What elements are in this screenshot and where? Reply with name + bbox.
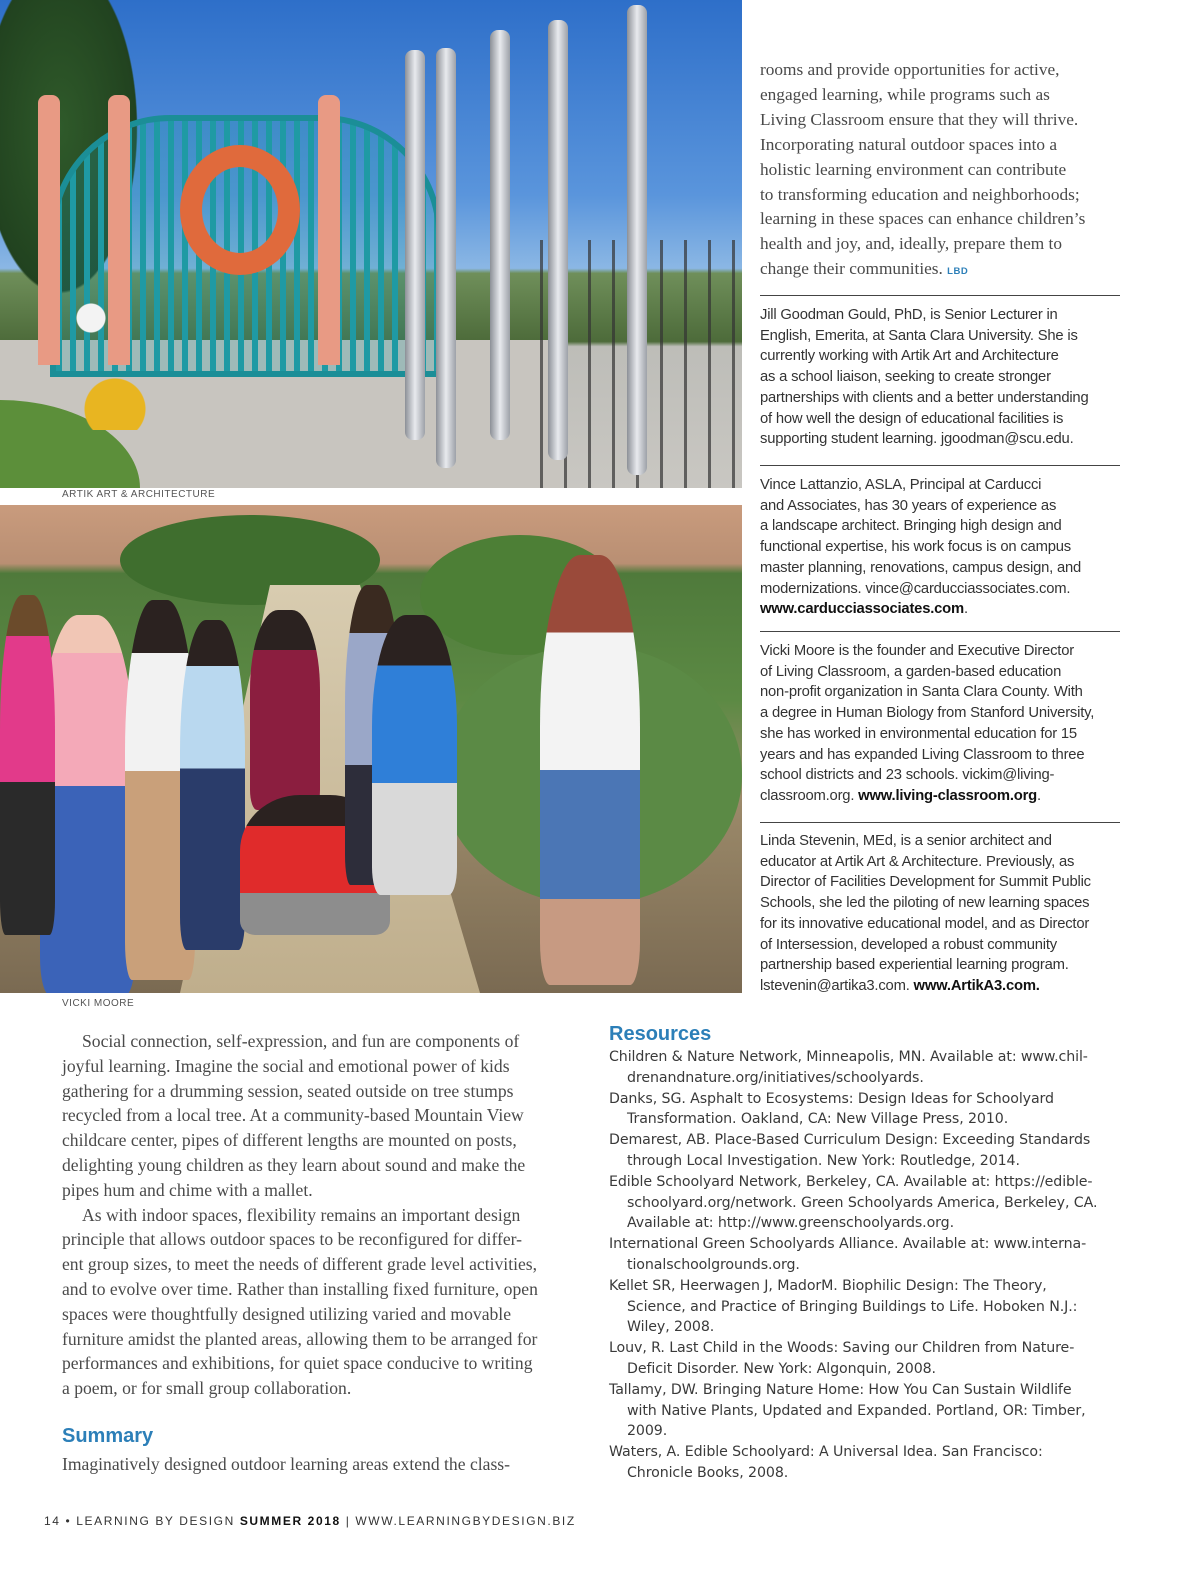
resource-item xyxy=(609,1047,1129,1089)
article-line: holistic learning environment can contribute xyxy=(760,159,1067,179)
body-paragraph xyxy=(62,1029,582,1203)
resources-heading: Resources xyxy=(609,1023,712,1045)
bio-line: master planning, renovations, campus design, and xyxy=(760,559,1082,576)
body-line: recycled from a local tree. At a community-based Mountain View xyxy=(62,1105,524,1126)
article-line: rooms and provide opportunities for active, xyxy=(760,60,1060,79)
body-line: performances and exhibitions, for quiet space conducive to writing xyxy=(62,1353,533,1374)
bio-line: as a school liaison, seeking to create stronger xyxy=(760,369,1051,386)
divider xyxy=(760,465,1120,466)
body-line: Imaginatively designed outdoor learning areas extend the class- xyxy=(62,1454,510,1474)
resource-item xyxy=(609,1089,1129,1131)
bio-line: non-profit organization in Santa Clara County. With xyxy=(760,684,1083,701)
body-line: gathering for a drumming session, seated outside on tree stumps xyxy=(62,1080,514,1101)
bio-line: partnership based experiential learning program. xyxy=(760,957,1069,974)
body-line: spaces were thoughtfully designed utilizing varied and movable xyxy=(62,1303,512,1324)
divider xyxy=(760,822,1120,823)
bio-line: Linda Stevenin, MEd, is a senior architect and xyxy=(760,833,1052,849)
page-footer xyxy=(44,1514,576,1528)
resource-line: through Local Investigation. New York: Routledge, 2014. xyxy=(627,1152,1020,1169)
bio-line: educator at Artik Art & Architecture. Previously, as xyxy=(760,853,1075,870)
body-line: furniture amidst the planted areas, allowing them to be arranged for xyxy=(62,1328,538,1349)
punctuation: . xyxy=(963,601,968,618)
resource-line: Tallamy, DW. Bringing Nature Home: How You Can Sustain Wildlife xyxy=(609,1381,1072,1398)
resource-line: Danks, SG. Asphalt to Ecosystems: Design Ideas for Schoolyard xyxy=(609,1090,1054,1107)
footer-website[interactable]: WWW.LEARNINGBYDESIGN.BIZ xyxy=(355,1514,576,1528)
end-mark: LBD xyxy=(947,266,969,278)
bio-website-link[interactable]: www.ArtikA3.com. xyxy=(913,977,1040,994)
bio-vince-lattanzio xyxy=(760,475,1122,620)
bio-line: of Intersession, developed a robust community xyxy=(760,936,1057,953)
summary-heading: Summary xyxy=(62,1425,154,1447)
bio-line: years and has expanded Living Classroom to three xyxy=(760,746,1085,763)
summary-text xyxy=(62,1452,582,1477)
photo-credit-top: ARTIK ART & ARCHITECTURE xyxy=(62,489,216,500)
bio-line: Vince Lattanzio, ASLA, Principal at Carducci xyxy=(760,477,1042,493)
bio-line: and Associates, has 30 years of experience as xyxy=(760,497,1057,514)
resource-line: Edible Schoolyard Network, Berkeley, CA. Available at: https://edible- xyxy=(609,1173,1093,1190)
bio-vicki-moore xyxy=(760,641,1122,807)
bio-line: Director of Facilities Development for Summit Public xyxy=(760,874,1091,891)
resource-line: Children & Nature Network, Minneapolis, MN. Available at: www.chil- xyxy=(609,1049,1088,1065)
bio-line: supporting student learning. jgoodman@scu.edu. xyxy=(760,431,1074,448)
article-line xyxy=(760,257,1120,285)
resource-item xyxy=(609,1276,1129,1338)
resource-line: with Native Plants, Updated and Expanded. Portland, OR: Timber, xyxy=(627,1402,1086,1419)
body-line: joyful learning. Imagine the social and emotional power of kids xyxy=(62,1055,510,1076)
resource-item xyxy=(609,1380,1129,1442)
resource-line: drenandnature.org/initiatives/schoolyards. xyxy=(627,1069,924,1086)
body-line: a poem, or for small group collaboration. xyxy=(62,1378,352,1399)
bio-line: Schools, she led the piloting of new learning spaces xyxy=(760,895,1090,912)
bio-line xyxy=(760,786,1122,807)
resource-line: schoolyard.org/network. Green Schoolyards America, Berkeley, CA. xyxy=(627,1194,1098,1211)
bio-website-link[interactable]: www.carducciassociates.com xyxy=(760,601,964,618)
bio-line: of how well the design of educational facilities is xyxy=(760,410,1064,427)
body-line: As with indoor spaces, flexibility remains an important design xyxy=(82,1204,521,1225)
magazine-name: LEARNING BY DESIGN xyxy=(76,1514,235,1528)
garden-students-photo xyxy=(0,505,742,993)
bio-line: she has worked in environmental education for 15 xyxy=(760,725,1077,742)
punctuation: . xyxy=(1036,787,1041,804)
issue-season: SUMMER 2018 xyxy=(239,1514,341,1528)
body-line: childcare center, pipes of different lengths are mounted on posts, xyxy=(62,1130,517,1151)
body-line: principle that allows outdoor spaces to be reconfigured for differ- xyxy=(62,1229,523,1250)
bio-line: English, Emerita, at Santa Clara University. She is xyxy=(760,327,1078,344)
bio-line: currently working with Artik Art and Architecture xyxy=(760,348,1059,365)
resource-line: Transformation. Oakland, CA: New Village Press, 2010. xyxy=(627,1111,1009,1128)
bio-line xyxy=(760,599,1122,620)
body-line: delighting young children as they learn about sound and make the xyxy=(62,1154,526,1175)
bio-line: Vicki Moore is the founder and Executive Director xyxy=(760,643,1074,659)
body-line: and to evolve over time. Rather than installing fixed furniture, open xyxy=(62,1278,538,1299)
resource-line: Wiley, 2008. xyxy=(627,1319,715,1336)
resource-item xyxy=(609,1130,1129,1172)
bio-line xyxy=(760,976,1122,997)
divider xyxy=(760,295,1120,296)
bio-line: functional expertise, his work focus is on campus xyxy=(760,539,1071,556)
resource-line: Available at: http://www.greenschoolyards.org. xyxy=(627,1215,954,1232)
resource-line: Kellet SR, Heerwagen J, MadorM. Biophilic Design: The Theory, xyxy=(609,1277,1047,1294)
article-line: to transforming education and neighborhoods; xyxy=(760,184,1080,204)
bio-jill-gould xyxy=(760,305,1122,450)
article-line: Living Classroom ensure that they will thrive. xyxy=(760,109,1079,129)
divider xyxy=(760,631,1120,632)
footer-bullet: • xyxy=(65,1514,72,1528)
page-number: 14 xyxy=(44,1514,61,1528)
resource-line: Demarest, AB. Place-Based Curriculum Design: Exceeding Standards xyxy=(609,1132,1091,1149)
resource-item xyxy=(609,1234,1129,1276)
resource-line: International Green Schoolyards Alliance. Available at: www.interna- xyxy=(609,1236,1087,1253)
bio-line: Jill Goodman Gould, PhD, is Senior Lecturer in xyxy=(760,307,1058,323)
bio-linda-stevenin xyxy=(760,831,1122,997)
body-paragraph xyxy=(62,1203,582,1401)
body-text xyxy=(62,1029,582,1401)
bio-line: partnerships with clients and a better understanding xyxy=(760,389,1089,406)
resource-line: Louv, R. Last Child in the Woods: Saving our Children from Nature- xyxy=(609,1340,1075,1357)
article-line-text: change their communities. xyxy=(760,259,943,279)
bio-line: a landscape architect. Bringing high design and xyxy=(760,518,1062,535)
resource-line: 2009. xyxy=(627,1423,668,1440)
bio-line-text: lstevenin@artika3.com. xyxy=(760,977,914,994)
bio-line: school districts and 23 schools. vickim@living- xyxy=(760,767,1055,784)
schoolyard-gate-photo xyxy=(0,0,742,488)
resource-line: Science, and Practice of Bringing Buildings to Life. Hoboken N.J.: xyxy=(627,1298,1078,1315)
bio-line: modernizations. vince@carducciassociates.com. xyxy=(760,580,1071,597)
body-line: Social connection, self-expression, and fun are components of xyxy=(82,1031,520,1051)
body-line: pipes hum and chime with a mallet. xyxy=(62,1179,313,1200)
footer-separator: | xyxy=(345,1514,351,1528)
resource-item xyxy=(609,1172,1129,1234)
bio-line-text: classroom.org. xyxy=(760,787,859,804)
article-line: Incorporating natural outdoor spaces into a xyxy=(760,134,1058,154)
article-line: engaged learning, while programs such as xyxy=(760,84,1050,104)
article-line: learning in these spaces can enhance children’s xyxy=(760,209,1086,229)
photo-credit-bottom: VICKI MOORE xyxy=(62,998,135,1009)
bio-line: for its innovative educational model, and as Director xyxy=(760,915,1090,932)
bio-line: a degree in Human Biology from Stanford University, xyxy=(760,705,1095,722)
resource-line: Deficit Disorder. New York: Algonquin, 2008. xyxy=(627,1360,936,1377)
bio-website-link[interactable]: www.living-classroom.org xyxy=(858,787,1037,804)
bio-line: of Living Classroom, a garden-based education xyxy=(760,663,1062,680)
resource-line: tionalschoolgrounds.org. xyxy=(627,1256,800,1273)
resources-list xyxy=(609,1047,1129,1484)
body-line: ent group sizes, to meet the needs of different grade level activities, xyxy=(62,1254,538,1275)
resource-line: Waters, A. Edible Schoolyard: A Universal Idea. San Francisco: xyxy=(609,1444,1043,1461)
article-line: health and joy, and, ideally, prepare them to xyxy=(760,234,1062,254)
resource-line: Chronicle Books, 2008. xyxy=(627,1464,789,1481)
resource-item xyxy=(609,1442,1129,1484)
resource-item xyxy=(609,1338,1129,1380)
article-continuation xyxy=(760,58,1120,285)
